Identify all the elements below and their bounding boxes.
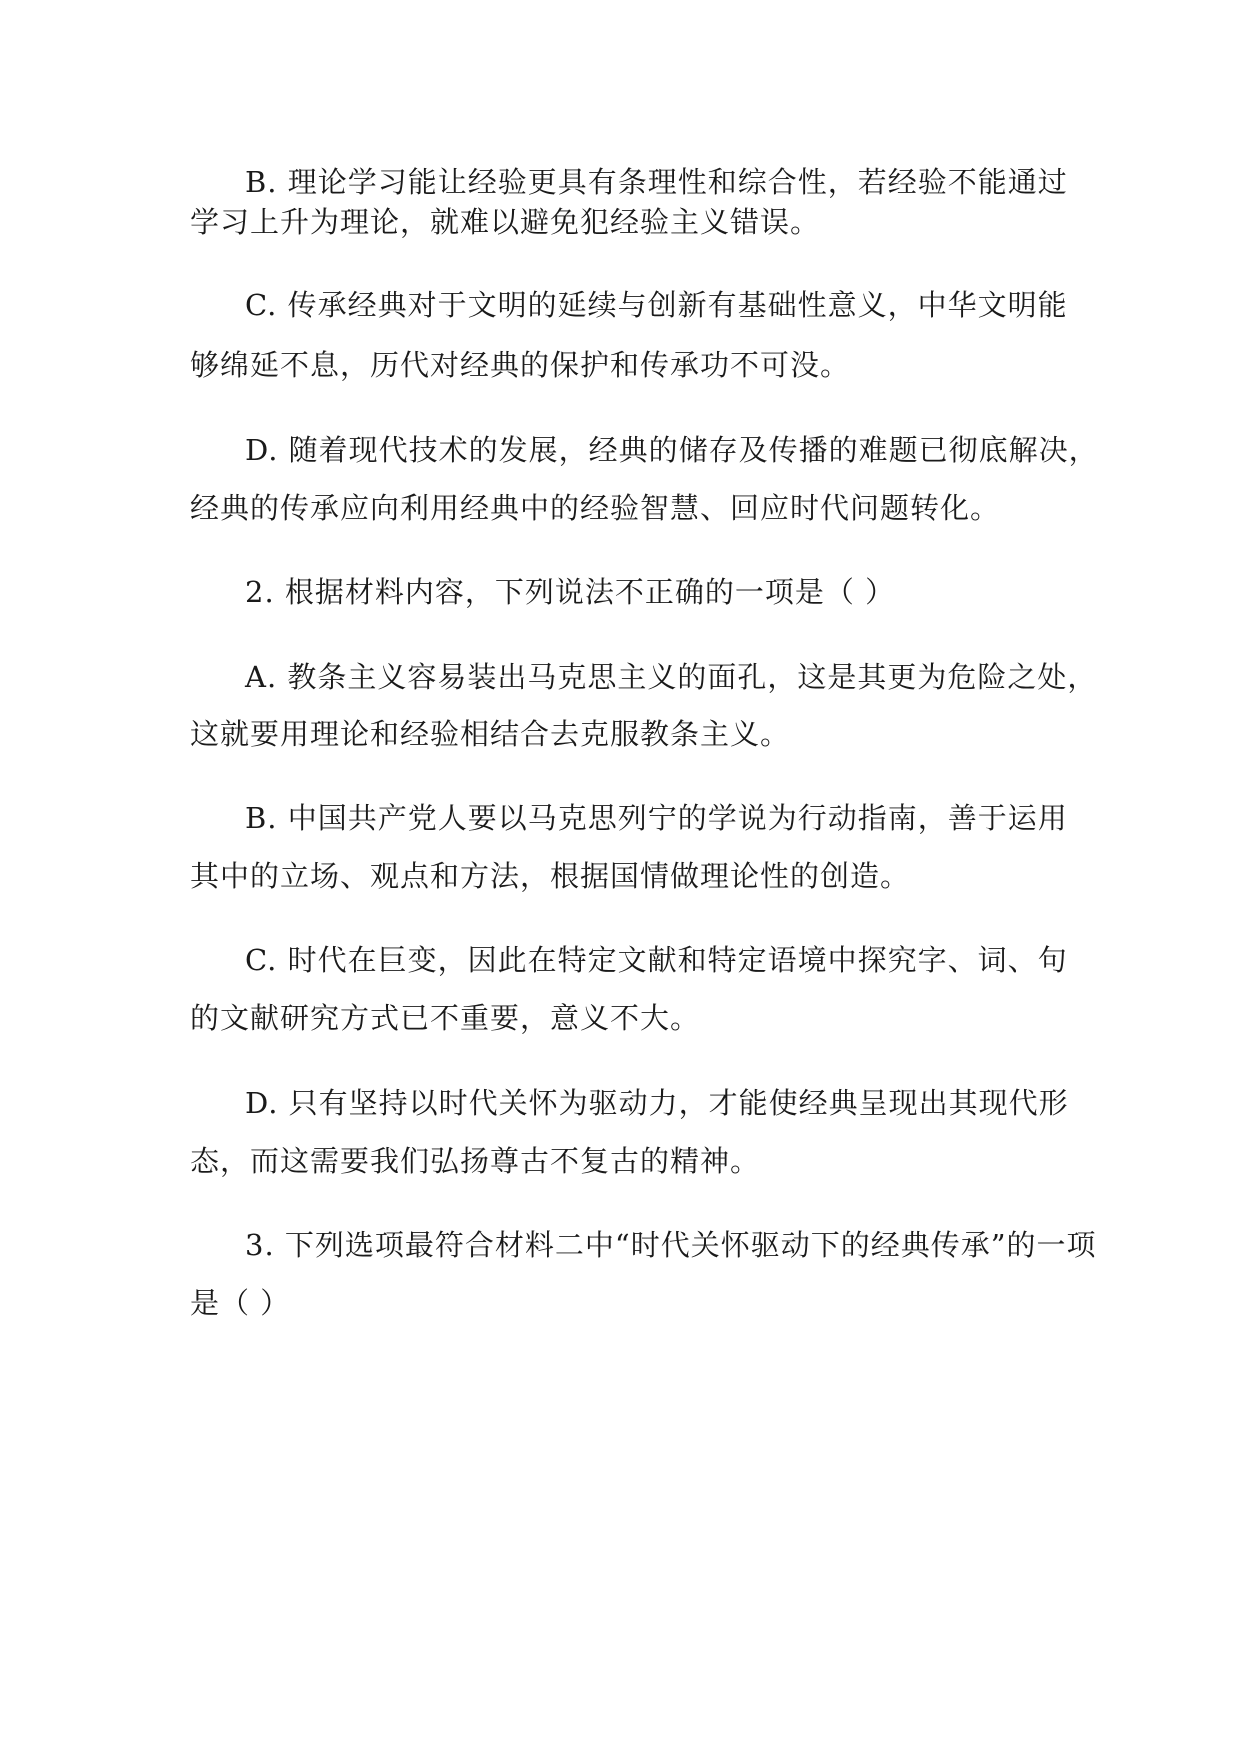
q2-option-a-line-2: 这就要用理论和经验相结合去克服教条主义。 — [190, 717, 791, 751]
q2-option-b-line-1: B. 中国共产党人要以马克思列宁的学说为行动指南，善于运用 — [245, 801, 1068, 835]
option-c-line-1: C. 传承经典对于文明的延续与创新有基础性意义，中华文明能 — [245, 288, 1068, 322]
q2-option-c-line-2: 的文献研究方式已不重要，意义不大。 — [190, 1001, 701, 1035]
q2-option-c-line-1: C. 时代在巨变，因此在特定文献和特定语境中探究字、词、句 — [245, 943, 1068, 977]
q2-option-d-line-1: D. 只有坚持以时代关怀为驱动力，才能使经典呈现出其现代形 — [245, 1086, 1069, 1120]
option-c-line-2: 够绵延不息，历代对经典的保护和传承功不可没。 — [190, 348, 851, 382]
question-3-line-2: 是（ ） — [190, 1286, 291, 1320]
option-b-line-2: 学习上升为理论，就难以避免犯经验主义错误。 — [190, 205, 821, 239]
option-d-line-1: D. 随着现代技术的发展，经典的储存及传播的难题已彻底解决， — [245, 433, 1099, 467]
question-3-line-1: 3. 下列选项最符合材料二中“时代关怀驱动下的经典传承”的一项 — [245, 1228, 1097, 1262]
option-b-line-1: B. 理论学习能让经验更具有条理性和综合性，若经验不能通过 — [245, 165, 1068, 199]
q2-option-a-line-1: A. 教条主义容易装出马克思主义的面孔，这是其更为危险之处， — [245, 660, 1098, 694]
q2-option-d-line-2: 态，而这需要我们弘扬尊古不复古的精神。 — [190, 1144, 761, 1178]
q2-option-b-line-2: 其中的立场、观点和方法，根据国情做理论性的创造。 — [190, 859, 911, 893]
question-2: 2. 根据材料内容，下列说法不正确的一项是（ ） — [245, 575, 896, 609]
option-d-line-2: 经典的传承应向利用经典中的经验智慧、回应时代问题转化。 — [190, 491, 1001, 525]
